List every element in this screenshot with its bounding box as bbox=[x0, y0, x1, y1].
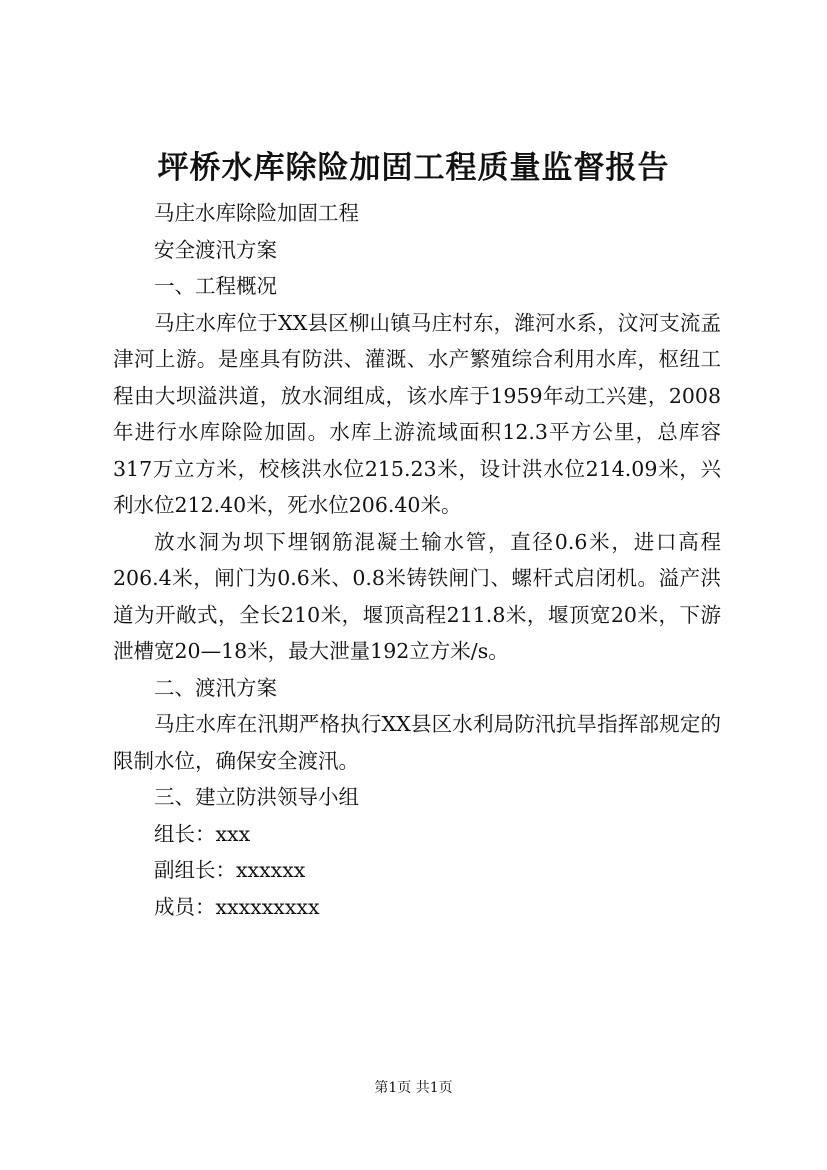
page-footer: 第1页 共1页 bbox=[374, 1080, 453, 1096]
paragraph-overview: 马庄水库位于XX县区柳山镇马庄村东，潍河水系，汶河支流孟津河上游。是座具有防洪、灌溉、水产繁殖综合利用水库，枢纽工程由大坝溢洪道，放水洞组成，该水库于1959年动工兴建，2008年进行水库除险加固。水库上游流域面积12.3平方公里，总库容317万立方米，校核洪水位215.23米，设计洪水位214.09米，兴利水位212.40米，死水位206.40米。 bbox=[113, 310, 721, 517]
document-title: 坪桥水库除险加固工程质量监督报告 bbox=[157, 150, 670, 186]
document-body bbox=[113, 195, 721, 925]
paragraph-deputy-leader: 副组长：xxxxxx bbox=[154, 858, 306, 882]
section-heading-overview: 一、工程概况 bbox=[154, 274, 277, 298]
section-heading-leadership-group: 三、建立防洪领导小组 bbox=[154, 785, 359, 809]
paragraph-flood-plan: 马庄水库在汛期严格执行XX县区水利局防汛抗旱指挥部规定的限制水位，确保安全渡汛。 bbox=[113, 712, 721, 773]
section-heading-flood-plan: 二、渡汛方案 bbox=[154, 675, 277, 700]
paragraph-outlet-details: 放水洞为坝下埋钢筋混凝土输水管，直径0.6米，进口高程206.4米，闸门为0.6米、0.8米铸铁闸门、螺杆式启闭机。溢产洪道为开敞式，全长210米，堰顶高程211.8米，堰顶宽20米，下游泄槽宽20—18米，最大泄量192立方米/s。 bbox=[113, 529, 721, 663]
paragraph-group-leader: 组长：xxx bbox=[154, 821, 251, 846]
paragraph-project-name: 马庄水库除险加固工程 bbox=[154, 201, 359, 225]
paragraph-plan-name: 安全渡汛方案 bbox=[154, 237, 277, 262]
paragraph-members: 成员：xxxxxxxxx bbox=[154, 894, 320, 919]
